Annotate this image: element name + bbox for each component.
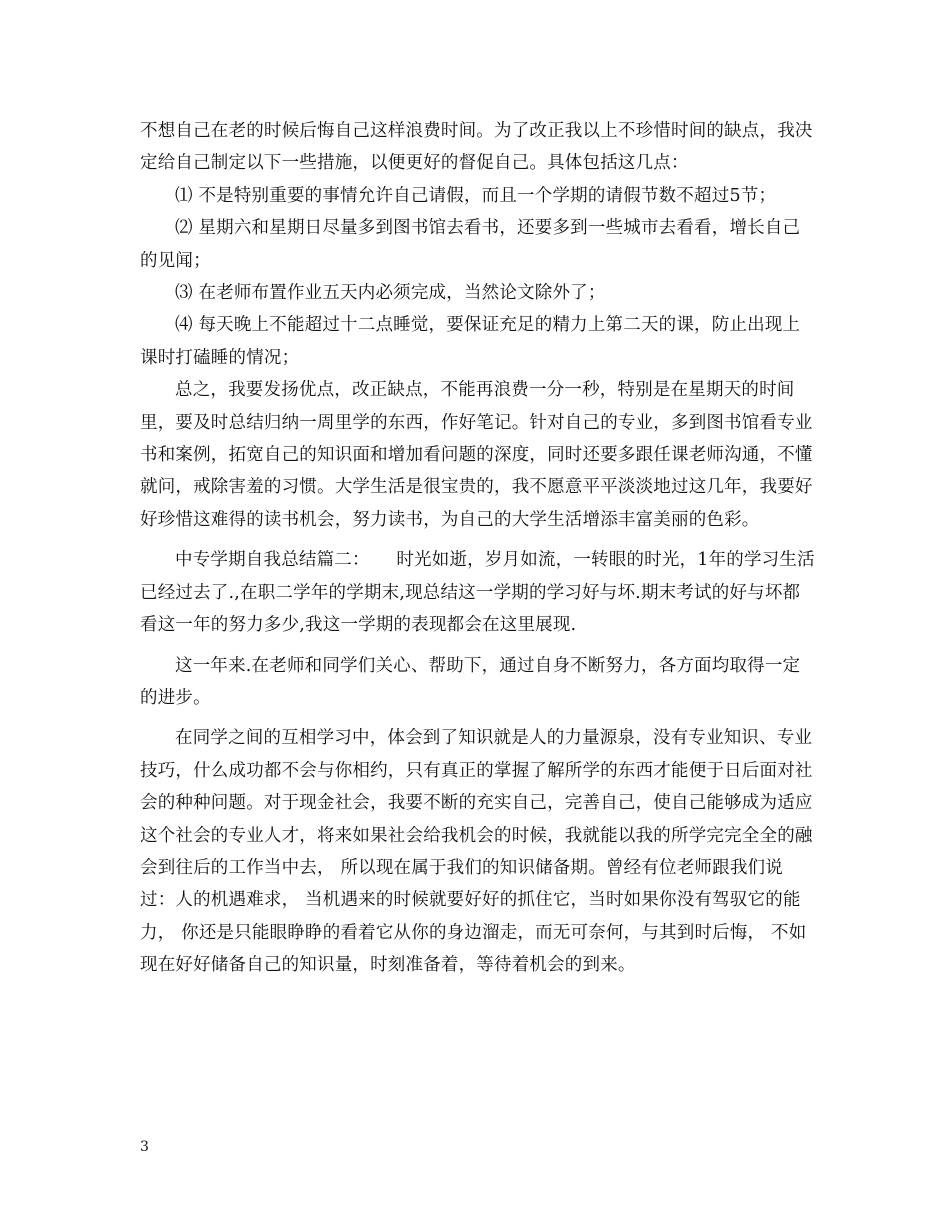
paragraph-measure-1: ⑴ 不是特别重要的事情允许自己请假，而且一个学期的请假节数不超过5节； — [175, 185, 777, 206]
paragraph-measure-4: ⑷ 每天晚上不能超过十二点睡觉，要保证充足的精力上第二天的课，防止出现上课时打磕睡的情况； — [140, 315, 801, 368]
paragraph-summary: 总之，我要发扬优点，改正缺点，不能再浪费一分一秒，特别是在星期天的时间里，要及时总结归纳一周里学的东西，作好笔记。针对自己的专业，多到图书馆看专业书和案例，拓宽自己的知识面和增加看问题的深度，同时还要多跟任课老师沟通，不懂就问，戒除害羞的习惯。大学生活是很宝贵的，我不愿意平平淡淡地过这几年，我要好好珍惜这难得的读书机会，努力读书，为自己的大学生活增添丰富美丽的色彩。 — [140, 380, 813, 530]
paragraph-progress: 这一年来.在老师和同学们关心、帮助下，通过自身不断努力，各方面均取得一定的进步。 — [140, 655, 801, 708]
paragraph-measure-3: ⑶ 在老师布置作业五天内必须完成，当然论文除外了； — [175, 283, 606, 304]
body-text — [140, 115, 815, 982]
paragraph-measure-2: ⑵ 星期六和星期日尽量多到图书馆去看书，还要多到一些城市去看看，增长自己的见闻； — [140, 218, 801, 271]
page-number: 3 — [140, 1139, 149, 1155]
paragraph-intro: 不想自己在老的时候后悔自己这样浪费时间。为了改正我以上不珍惜时间的缺点，我决定给自己制定以下一些措施，以便更好的督促自己。具体包括这几点： — [140, 121, 813, 174]
paragraph-learning: 在同学之间的互相学习中，体会到了知识就是人的力量源泉，没有专业知识、专业技巧，什么成功都不会与你相约，只有真正的掌握了解所学的东西才能便于日后面对社会的种种问题。对于现金社会，我要不断的充实自己，完善自己，使自己能够成为适应这个社会的专业人才，将来如果社会给我机会的时候，我就能以我的所学完完全全的融会到往后的工作当中去， 所以现在属于我们的知识储备期。曾经有位老师跟我们说过：人的机遇难求， 当机遇来的时候就要好好的抓住它，当时如果你没有驾驭它的能力， 你还是只能眼睁睁的看着它从你的身边溜走，而无可奈何，与其到时后悔， 不如现在好好储备自己的知识量，时刻准备着，等待着机会的到来。 — [140, 728, 813, 976]
paragraph-part-two: 中专学期自我总结篇二： 时光如逝，岁月如流，一转眼的时光，1年的学习生活已经过去了.,在职二学年的学期末,现总结这一学期的学习好与坏.期末考试的好与坏都看这一年的努力多少,我这一学期的表现都会在这里展现. — [140, 550, 815, 636]
